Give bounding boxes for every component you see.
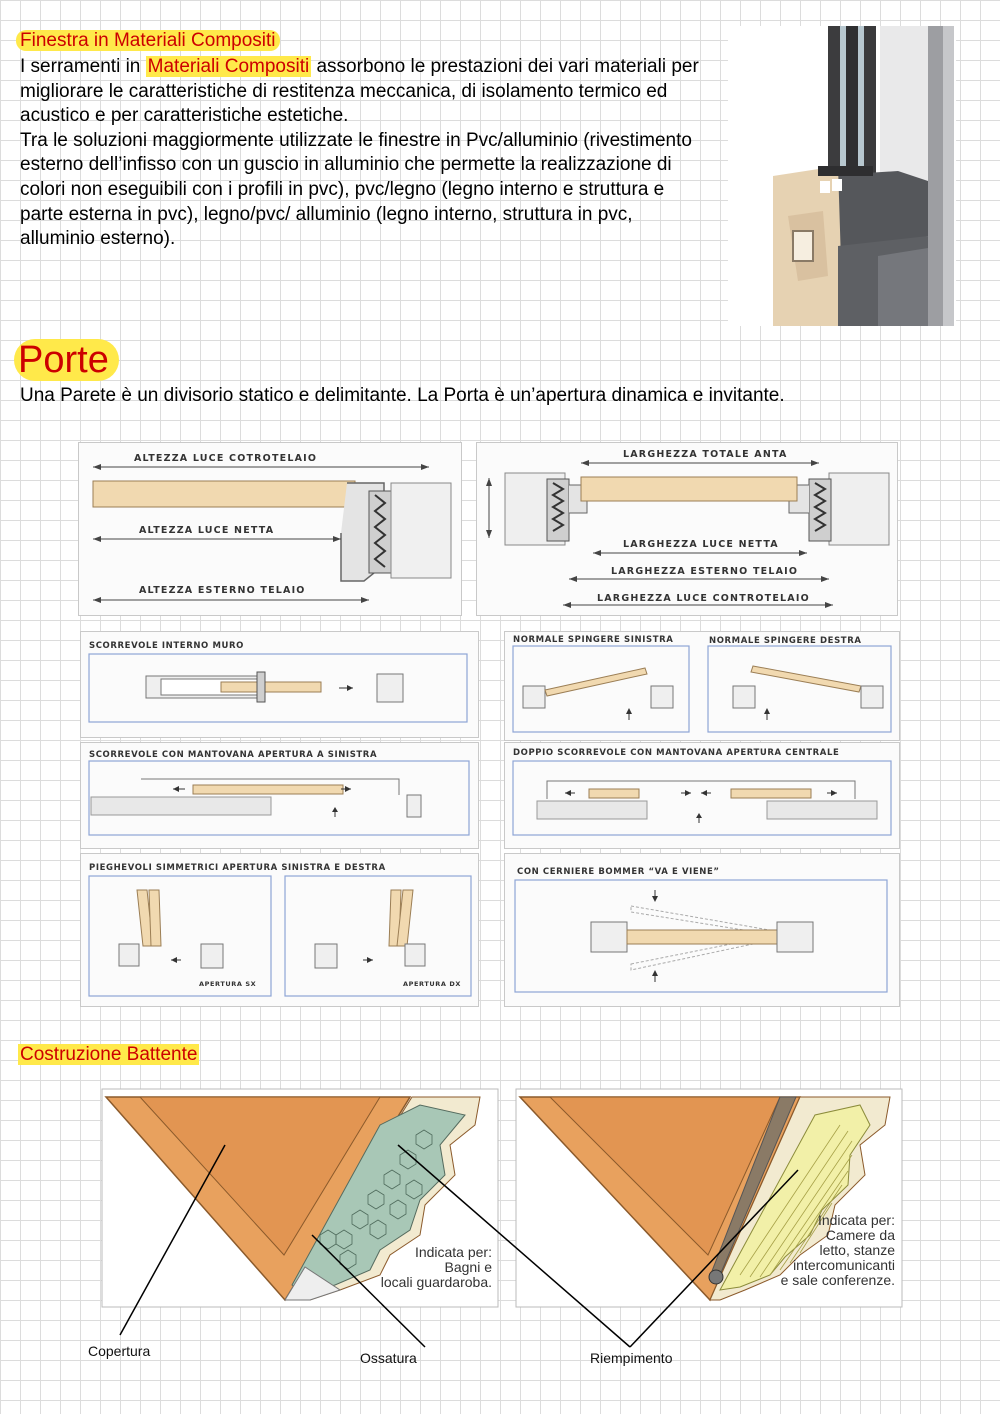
door-type-label: DOPPIO SCORREVOLE CON MANTOVANA APERTURA CENTRALE [513, 748, 840, 758]
dim-label: LARGHEZZA LUCE NETTA [623, 539, 779, 550]
section-title-battente: Costruzione Battente [20, 1044, 198, 1065]
door-leaf-construction-diagram [80, 1085, 910, 1375]
section-title-finestra: Finestra in Materiali Compositi [16, 30, 280, 52]
dim-label: LARGHEZZA LUCE CONTROTELAIO [597, 593, 810, 604]
highlight-term: Materiali Compositi [147, 56, 310, 77]
note-text: Camere da [825, 1227, 895, 1243]
section-body-porte: Una Parete è un divisorio statico e delimitante. La Porta è un’apertura dinamica e invitante. [20, 385, 785, 406]
door-type-doppio-mantovana [504, 742, 900, 849]
note-text: intercomunicanti [793, 1257, 895, 1273]
label-copertura: Copertura [88, 1343, 151, 1359]
label-ossatura: Ossatura [360, 1350, 417, 1366]
door-type-mantovana-sinistra [80, 742, 479, 849]
width-dimensions-diagram [476, 442, 898, 616]
height-dimensions-diagram [78, 442, 462, 616]
section-title-porte: Porte [14, 338, 119, 382]
dim-label: LARGHEZZA ESTERNO TELAIO [611, 566, 799, 577]
note-text: Indicata per: [414, 1244, 492, 1260]
note-text: Indicata per: [817, 1212, 895, 1228]
window-profile-image [728, 26, 956, 326]
note-text: letto, stanze [819, 1242, 895, 1258]
note-text: locali guardaroba. [380, 1274, 492, 1290]
label-riempimento: Riempimento [590, 1350, 673, 1366]
dim-label: ALTEZZA LUCE COTROTELAIO [134, 453, 318, 464]
note-text: e sale conferenze. [780, 1272, 895, 1288]
note-text: Bagni e [444, 1259, 492, 1275]
door-type-label: NORMALE SPINGERE SINISTRA [513, 635, 674, 645]
door-type-label: SCORREVOLE INTERNO MURO [89, 641, 244, 651]
door-type-label: PIEGHEVOLI SIMMETRICI APERTURA SINISTRA E DESTRA [89, 863, 386, 873]
section-body-finestra: I serramenti in Materiali Compositi assorbono le prestazioni dei vari materiali per migliorare le caratteristiche di restitenza meccanica, di isolamento termico ed acustico e per caratteristiche estetiche. Tra le soluzioni maggiormente utilizzate le finestre in Pvc/alluminio (rivestimento esterno dell’infisso con un guscio in alluminio che permette la realizzazione di colori non eseguibili con i profili in pvc), pvc/legno (legno interno e struttura e parte esterna in pvc), legno/pvc/ alluminio (legno interno, struttura in pvc, alluminio esterno). [20, 56, 699, 250]
dim-label: ALTEZZA LUCE NETTA [139, 525, 275, 536]
door-type-label: NORMALE SPINGERE DESTRA [709, 636, 862, 646]
dim-label: ALTEZZA ESTERNO TELAIO [139, 585, 306, 596]
dim-label: LARGHEZZA TOTALE ANTA [623, 449, 788, 460]
door-type-label: CON CERNIERE BOMMER “VA E VIENE” [517, 867, 720, 877]
door-type-label: APERTURA DX [403, 980, 461, 988]
door-type-bommer [504, 853, 900, 1007]
door-type-pieghevoli [80, 853, 479, 1007]
door-type-scorrevole-interno [80, 631, 479, 738]
door-type-normale [504, 631, 900, 741]
door-type-label: APERTURA SX [199, 980, 257, 988]
door-type-label: SCORREVOLE CON MANTOVANA APERTURA A SINISTRA [89, 750, 378, 760]
